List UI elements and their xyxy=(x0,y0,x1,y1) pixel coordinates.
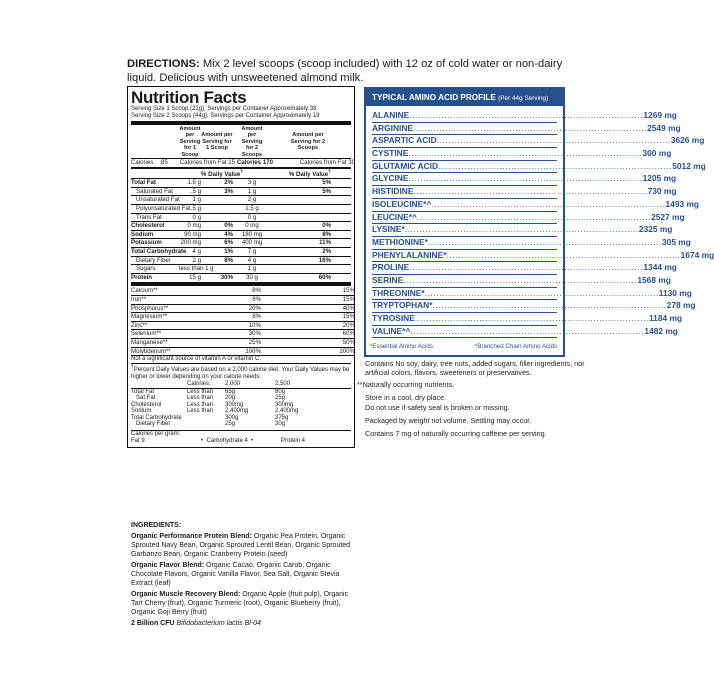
nutrient-name: Polyunsaturated Fat xyxy=(136,205,191,213)
amino-row xyxy=(372,148,672,161)
safety-seal-note: Do not use if safety seal is broken or missing. xyxy=(365,403,510,413)
nutrient-amount-1: less than 1 g xyxy=(179,265,214,273)
caffeine-note: Contains 7 mg of naturally occurring caffeine per serving. xyxy=(365,428,547,438)
amino-name: GLUTAMIC ACID xyxy=(372,160,439,171)
vitamin-name: Calcium** xyxy=(131,287,211,296)
amino-row xyxy=(372,173,677,186)
amino-row xyxy=(372,135,705,148)
nutrient-amount-1: 0 g xyxy=(192,213,201,221)
dv-cell: Sodium xyxy=(131,408,152,415)
nutrient-dv-1: 30% xyxy=(220,273,233,281)
dv-cell: 65g xyxy=(225,388,236,395)
dv-cell: Dietary Fiber xyxy=(136,421,171,428)
nutrient-name: Total Carbohydrate xyxy=(131,248,187,255)
amino-row xyxy=(372,274,671,288)
amino-row xyxy=(372,186,677,199)
nutrient-name: Trans Fat xyxy=(136,213,162,221)
amino-name: GLYCINE xyxy=(372,173,409,184)
calories-per-gram: Calories per gram: xyxy=(131,430,181,437)
essential-footnote: *Essential Amino Acids xyxy=(370,343,433,351)
directions-text: Mix 2 level scoops (scoop included) with 12 oz of cold water or non-dairy liquid. Delicious with unsweetened almond milk. xyxy=(127,58,563,84)
dv-cell: 25g xyxy=(275,395,286,402)
amino-value: 305 mg xyxy=(662,236,691,247)
vitamin-dv-2: 200% xyxy=(261,348,355,357)
nutrient-row xyxy=(131,256,351,265)
leader-dots: ................................................................................ xyxy=(410,325,645,336)
dv-table xyxy=(131,389,351,428)
directions xyxy=(127,57,577,85)
daily-value-header xyxy=(131,169,351,179)
vitamin-row xyxy=(131,330,355,339)
amino-name: LYSINE* xyxy=(372,224,405,235)
nutrient-amount-2: 4 g xyxy=(247,256,257,264)
leader-dots: ................................................................................ xyxy=(409,262,644,273)
amino-value: 5012 mg xyxy=(672,160,706,171)
vitamin-name: Manganese** xyxy=(131,339,211,348)
nutrient-amount-2: 3 g xyxy=(247,179,257,187)
nutrient-name: Sodium xyxy=(131,230,154,238)
vitamin-row xyxy=(131,338,355,348)
leader-dots: ................................................................................ xyxy=(432,300,667,311)
daily-value-label: % Daily Value† xyxy=(201,168,244,178)
dv-cell: Total Carbohydrate xyxy=(131,414,182,421)
nutrient-row xyxy=(131,221,351,230)
amino-row xyxy=(372,236,691,250)
leader-dots: ................................................................................ xyxy=(424,287,659,298)
amino-title: TYPICAL AMINO ACID PROFILE xyxy=(372,93,496,102)
nutrient-name: Unsaturated Fat xyxy=(136,196,180,204)
vitamin-name: Molybdenum** xyxy=(131,348,211,357)
dv-cell: 300mg xyxy=(275,401,294,408)
ingredient-block: Organic Muscle Recovery Blend: Organic Apple (fruit pulp), Organic Tart Cherry (fruit), Organic Turmeric (root), Organic Blueberry (fruit), Organic Goji Berry (fruit) xyxy=(131,591,349,616)
amino-row xyxy=(372,122,681,136)
vitamin-dv-2: 40% xyxy=(261,305,355,314)
nutrition-title: Nutrition Facts xyxy=(131,88,247,107)
dv-table-header: Calories: 2,000 2,500 xyxy=(131,381,351,389)
amino-row xyxy=(372,224,673,237)
nutrient-name: Total Fat xyxy=(131,179,156,187)
nutrient-row xyxy=(131,238,351,247)
amino-header xyxy=(366,89,563,106)
not-significant-note: Not a significant source of vitamin A or vitamin C. xyxy=(131,356,262,363)
dv-cell: 80g xyxy=(275,388,286,395)
amino-name: ISOLEUCINE*^ xyxy=(372,198,432,209)
amino-row xyxy=(372,160,706,174)
amino-name: VALINE*^ xyxy=(372,325,411,336)
dv-cell: 30g xyxy=(275,421,286,428)
amino-value: 278 mg xyxy=(666,300,696,311)
storage-note: Store in a cool, dry place. xyxy=(365,392,447,402)
amino-value: 1184 mg xyxy=(648,313,683,323)
leader-dots: ................................................................................ xyxy=(408,148,643,159)
nutrient-amount-1: 1.5 g xyxy=(187,179,201,187)
leader-dots: ................................................................................ xyxy=(403,274,638,285)
nutrient-amount-1: 15 g xyxy=(189,273,201,281)
vitamin-dv-1: 8% xyxy=(211,296,261,305)
nutrient-row xyxy=(131,247,351,256)
leader-dots: ................................................................................ xyxy=(414,313,649,323)
nutrient-amount-2: 1 g xyxy=(247,265,257,273)
vitamin-dv-1: 8% xyxy=(211,287,261,296)
calories-per-gram-values xyxy=(131,438,351,445)
nutrient-amount-2: 2 g xyxy=(247,196,257,204)
dv-cell: Less than xyxy=(187,401,214,408)
vitamin-dv-2: 20% xyxy=(261,322,355,331)
nutrient-dv-2: 5% xyxy=(322,179,331,187)
nutrient-row xyxy=(131,213,351,222)
nutrient-amount-1: 4 g xyxy=(192,248,201,255)
nutrient-amount-2: 7 g xyxy=(247,248,257,255)
vitamin-rows xyxy=(131,287,355,356)
dv-cell: 2,400mg xyxy=(275,408,299,415)
vitamin-name: Selenium** xyxy=(131,330,211,339)
vitamin-name: Phosphorus** xyxy=(131,305,211,314)
vitamin-row xyxy=(131,347,355,357)
nutrient-dv-1: 6% xyxy=(224,239,233,247)
protein-per-gram: Protein 4 xyxy=(281,437,306,444)
dv-cell xyxy=(187,421,225,428)
amount-header-row xyxy=(131,126,351,158)
calories-from-fat: Calories from Fat 30 xyxy=(299,159,355,167)
nutrient-amount-1: .5 g xyxy=(190,187,201,195)
nutrient-dv-1: 1% xyxy=(224,248,233,255)
ingredients-title: INGREDIENTS: xyxy=(131,522,182,529)
amino-row xyxy=(372,262,677,275)
nutrient-row xyxy=(131,187,351,196)
nutrient-name: Sugars xyxy=(136,265,156,273)
leader-dots: ................................................................................ xyxy=(446,249,681,260)
nutrient-dv-2: 2% xyxy=(322,248,331,255)
nutrient-rows xyxy=(131,178,351,281)
amino-row xyxy=(372,287,692,301)
nutrient-dv-1: 2% xyxy=(224,179,233,187)
nutrient-amount-1: .5 g xyxy=(190,205,201,213)
nutrient-amount-2: 1.5 g xyxy=(245,205,259,213)
nutrient-name: Potassium xyxy=(131,239,162,247)
amino-value: 2325 mg xyxy=(638,224,673,235)
nutrient-amount-2: 180 mg xyxy=(241,230,263,238)
vitamin-dv-2: 15% xyxy=(261,313,355,322)
leader-dots: ................................................................................ xyxy=(431,198,666,209)
vitamin-row xyxy=(131,295,355,305)
amino-value: 2549 mg xyxy=(647,122,681,133)
nutrient-dv-2: 60% xyxy=(318,273,331,281)
nutrient-amount-1: 90 mg xyxy=(184,230,201,238)
nutrient-dv-1: 8% xyxy=(224,256,233,264)
nutrient-row xyxy=(131,178,351,187)
amino-name: ARGININE xyxy=(372,122,413,133)
dv-cell: 300mg xyxy=(225,401,244,408)
ingredients xyxy=(131,521,355,630)
nutrient-row xyxy=(131,204,351,213)
naturally-occurring-note: **Naturally occurring nutrients. xyxy=(357,380,455,390)
nutrient-row xyxy=(131,273,351,282)
nutrient-name: Cholesterol xyxy=(131,222,165,230)
vitamin-dv-1: 20% xyxy=(211,305,261,314)
vitamin-name: Magnesium** xyxy=(131,313,211,322)
vitamin-dv-1: 30% xyxy=(211,330,261,339)
carb-per-gram: • Carbohydrate 4 • xyxy=(201,437,254,444)
directions-label: DIRECTIONS: xyxy=(127,58,200,70)
nutrient-amount-2: 400 mg xyxy=(241,239,263,247)
amino-value: 1344 mg xyxy=(643,262,677,273)
nutrient-amount-2: 0 g xyxy=(247,213,257,221)
calories-value: 85 xyxy=(161,159,168,167)
nutrient-dv-1: 0% xyxy=(224,222,233,230)
amino-row xyxy=(372,211,685,225)
leader-dots: ................................................................................ xyxy=(438,160,673,171)
leader-dots: ................................................................................ xyxy=(427,236,662,247)
vitamin-row xyxy=(131,287,355,296)
amount-header: Amount per Serving for 2 Scoops xyxy=(290,132,326,152)
amino-name: ALANINE xyxy=(372,110,410,120)
dv-cell: Less than xyxy=(187,395,214,402)
amino-value: 1205 mg xyxy=(642,173,677,184)
leader-dots: ................................................................................ xyxy=(412,122,648,133)
amino-footnotes xyxy=(366,338,563,350)
nutrient-amount-2: 1 g xyxy=(247,187,257,195)
amino-row xyxy=(372,110,677,123)
dv-cell: Less than xyxy=(187,388,214,395)
amino-row xyxy=(372,300,696,313)
amino-value: 1482 mg xyxy=(644,325,678,336)
amino-acid-profile xyxy=(364,87,714,357)
daily-value-label: % Daily Value† xyxy=(288,168,331,178)
amino-value: 300 mg xyxy=(642,148,672,159)
amino-value: 1674 mg xyxy=(680,249,714,260)
vitamin-dv-1: 100% xyxy=(211,348,261,357)
serving-size-2: Serving Size 2 Scoops (44g), Servings per Container Approximately 19 xyxy=(131,113,320,119)
amino-value: 730 mg xyxy=(647,186,677,197)
nutrient-dv-2: 8% xyxy=(322,230,331,238)
vitamin-name: Iron** xyxy=(131,296,211,305)
amino-row xyxy=(372,325,678,339)
cfu-line: 2 Billion CFU Bifidobacterium lactis Bl-04 xyxy=(131,620,261,627)
nutrient-amount-2: 30 g xyxy=(246,273,258,281)
nutrient-dv-1: 3% xyxy=(224,187,233,195)
ingredient-block: Organic Flavor Blend: Organic Cacao, Organic Carob, Organic Chocolate Flavors, Organic Vanilla Flavor, Sea Salt, Organic Stevia Extract (leaf) xyxy=(131,562,340,587)
fat-per-gram: Fat 9 xyxy=(131,437,145,444)
amount-header: Amount per Serving for 1 Scoop xyxy=(201,132,233,152)
dv-cell: 2,400mg xyxy=(225,408,249,415)
leader-dots: ................................................................................ xyxy=(404,224,639,235)
amino-name: TRYPTOPHAN* xyxy=(372,300,433,311)
dv-cell: Total Fat xyxy=(131,388,155,395)
nutrient-name: Dietary Fiber xyxy=(136,256,171,264)
branched-footnote: ^Branched Chain Amino Acids xyxy=(474,343,557,351)
nutrient-row xyxy=(131,195,351,204)
nutrition-facts-panel xyxy=(127,86,355,448)
vitamin-name: Zinc** xyxy=(131,322,211,331)
leader-dots: ................................................................................ xyxy=(413,186,648,197)
vitamin-row xyxy=(131,321,355,331)
calories-value: 170 xyxy=(262,159,273,167)
leader-dots: ................................................................................ xyxy=(436,135,671,146)
amino-name: TYROSINE xyxy=(372,313,415,323)
dv-cell: 25g xyxy=(225,421,236,428)
vitamin-dv-2: 60% xyxy=(261,330,355,339)
nutrient-amount-1: 200 mg xyxy=(180,239,201,247)
vitamin-dv-2: 15% xyxy=(261,296,355,305)
amino-value: 3626 mg xyxy=(670,135,705,146)
dv-cell: 300g xyxy=(225,414,239,421)
serving-size-1: Serving Size 1 Scoop (22g), Servings per Container Approximately 38 xyxy=(131,106,317,112)
amino-row xyxy=(372,249,714,263)
vitamin-dv-2: 15% xyxy=(261,287,355,296)
amino-name: PROLINE xyxy=(372,262,410,273)
nutrient-dv-1: 4% xyxy=(224,230,233,238)
nutrient-dv-2: 11% xyxy=(319,239,331,247)
calories-from-fat: Calories from Fat 15 xyxy=(179,159,235,167)
vitamin-row xyxy=(131,304,355,314)
nutrient-dv-2: 5% xyxy=(322,187,331,195)
amino-name: SERINE xyxy=(372,274,404,285)
amino-name: THREONINE* xyxy=(372,287,425,298)
nutrient-amount-1: 0 mg xyxy=(187,222,201,230)
vitamin-row xyxy=(131,313,355,322)
amino-name: CYSTINE xyxy=(372,148,409,159)
calories-label: Calories xyxy=(236,159,261,167)
divider xyxy=(131,121,351,125)
dv-cell: 20g xyxy=(225,395,236,402)
nutrient-dv-2: 0% xyxy=(322,222,331,230)
amino-value: 1568 mg xyxy=(637,274,671,285)
nutrient-amount-1: 2 g xyxy=(192,256,201,264)
amount-header: Amount per Serving for 2 Scoops xyxy=(241,126,263,158)
amino-value: 1269 mg xyxy=(643,110,677,120)
amino-name: LEUCINE*^ xyxy=(372,211,417,222)
dv-cell: Sat Fat xyxy=(136,395,156,402)
vitamin-dv-2: 50% xyxy=(261,339,355,348)
dv-cell: Less than xyxy=(187,408,214,415)
nutrient-row xyxy=(131,230,351,239)
amino-value: 2527 mg xyxy=(651,211,685,222)
amino-row xyxy=(372,313,683,326)
notes xyxy=(357,360,597,442)
amino-row xyxy=(372,198,700,212)
leader-dots: ................................................................................ xyxy=(416,211,652,222)
amino-name: ASPARTIC ACID xyxy=(372,135,437,146)
amino-value: 1130 mg xyxy=(658,287,692,298)
calories-label: Calories xyxy=(131,159,154,167)
nutrient-name: Protein xyxy=(131,273,152,281)
vitamin-dv-1: 8% xyxy=(211,313,261,322)
amino-name: METHIONINE* xyxy=(372,236,428,247)
packaged-note: Packaged by weight not volume. Settling may occur. xyxy=(365,415,532,425)
leader-dots: ................................................................................ xyxy=(409,110,644,120)
nutrient-amount-2: 0 mg xyxy=(245,222,259,230)
amino-subtitle: (Per 44g Serving) xyxy=(498,95,549,102)
vitamin-dv-1: 25% xyxy=(211,339,261,348)
dv-table-row xyxy=(131,421,351,428)
dv-cell: 375g xyxy=(275,414,289,421)
amino-value: 1493 mg xyxy=(665,198,700,209)
dv-cell: Cholesterol xyxy=(131,401,162,408)
nutrient-name: Saturated Fat xyxy=(136,187,173,195)
amino-name: PHENYLALANINE* xyxy=(372,249,447,260)
contains-no-note: Contains No soy, dairy, tree nuts, added sugars, filler ingredients, nor artificial colors, flavors, sweeteners or preservatives. xyxy=(365,359,585,377)
amino-name: HISTIDINE xyxy=(372,186,414,197)
amount-header: Amount per Serving for 1 Scoop xyxy=(179,126,201,158)
vitamin-dv-1: 10% xyxy=(211,322,261,331)
nutrient-amount-1: 1 g xyxy=(192,196,201,204)
nutrient-row xyxy=(131,264,351,273)
amino-rows xyxy=(366,106,714,338)
calories-row xyxy=(131,159,355,167)
daily-value-footnote: †Percent Daily Values are based on a 2,000 calorie diet. Your Daily Values may be higher or lower depending on your calorie needs: xyxy=(131,364,350,381)
leader-dots: ................................................................................ xyxy=(408,173,643,184)
ingredient-block: Organic Performance Protein Blend: Organic Pea Protein, Organic Sprouted Navy Bean, Organic Sprouted Lentil Bean, Organic Sprouted Garbanzo Bean, Organic Cranberry Protein (seed) xyxy=(131,533,351,558)
nutrient-dv-2: 16% xyxy=(318,256,331,264)
